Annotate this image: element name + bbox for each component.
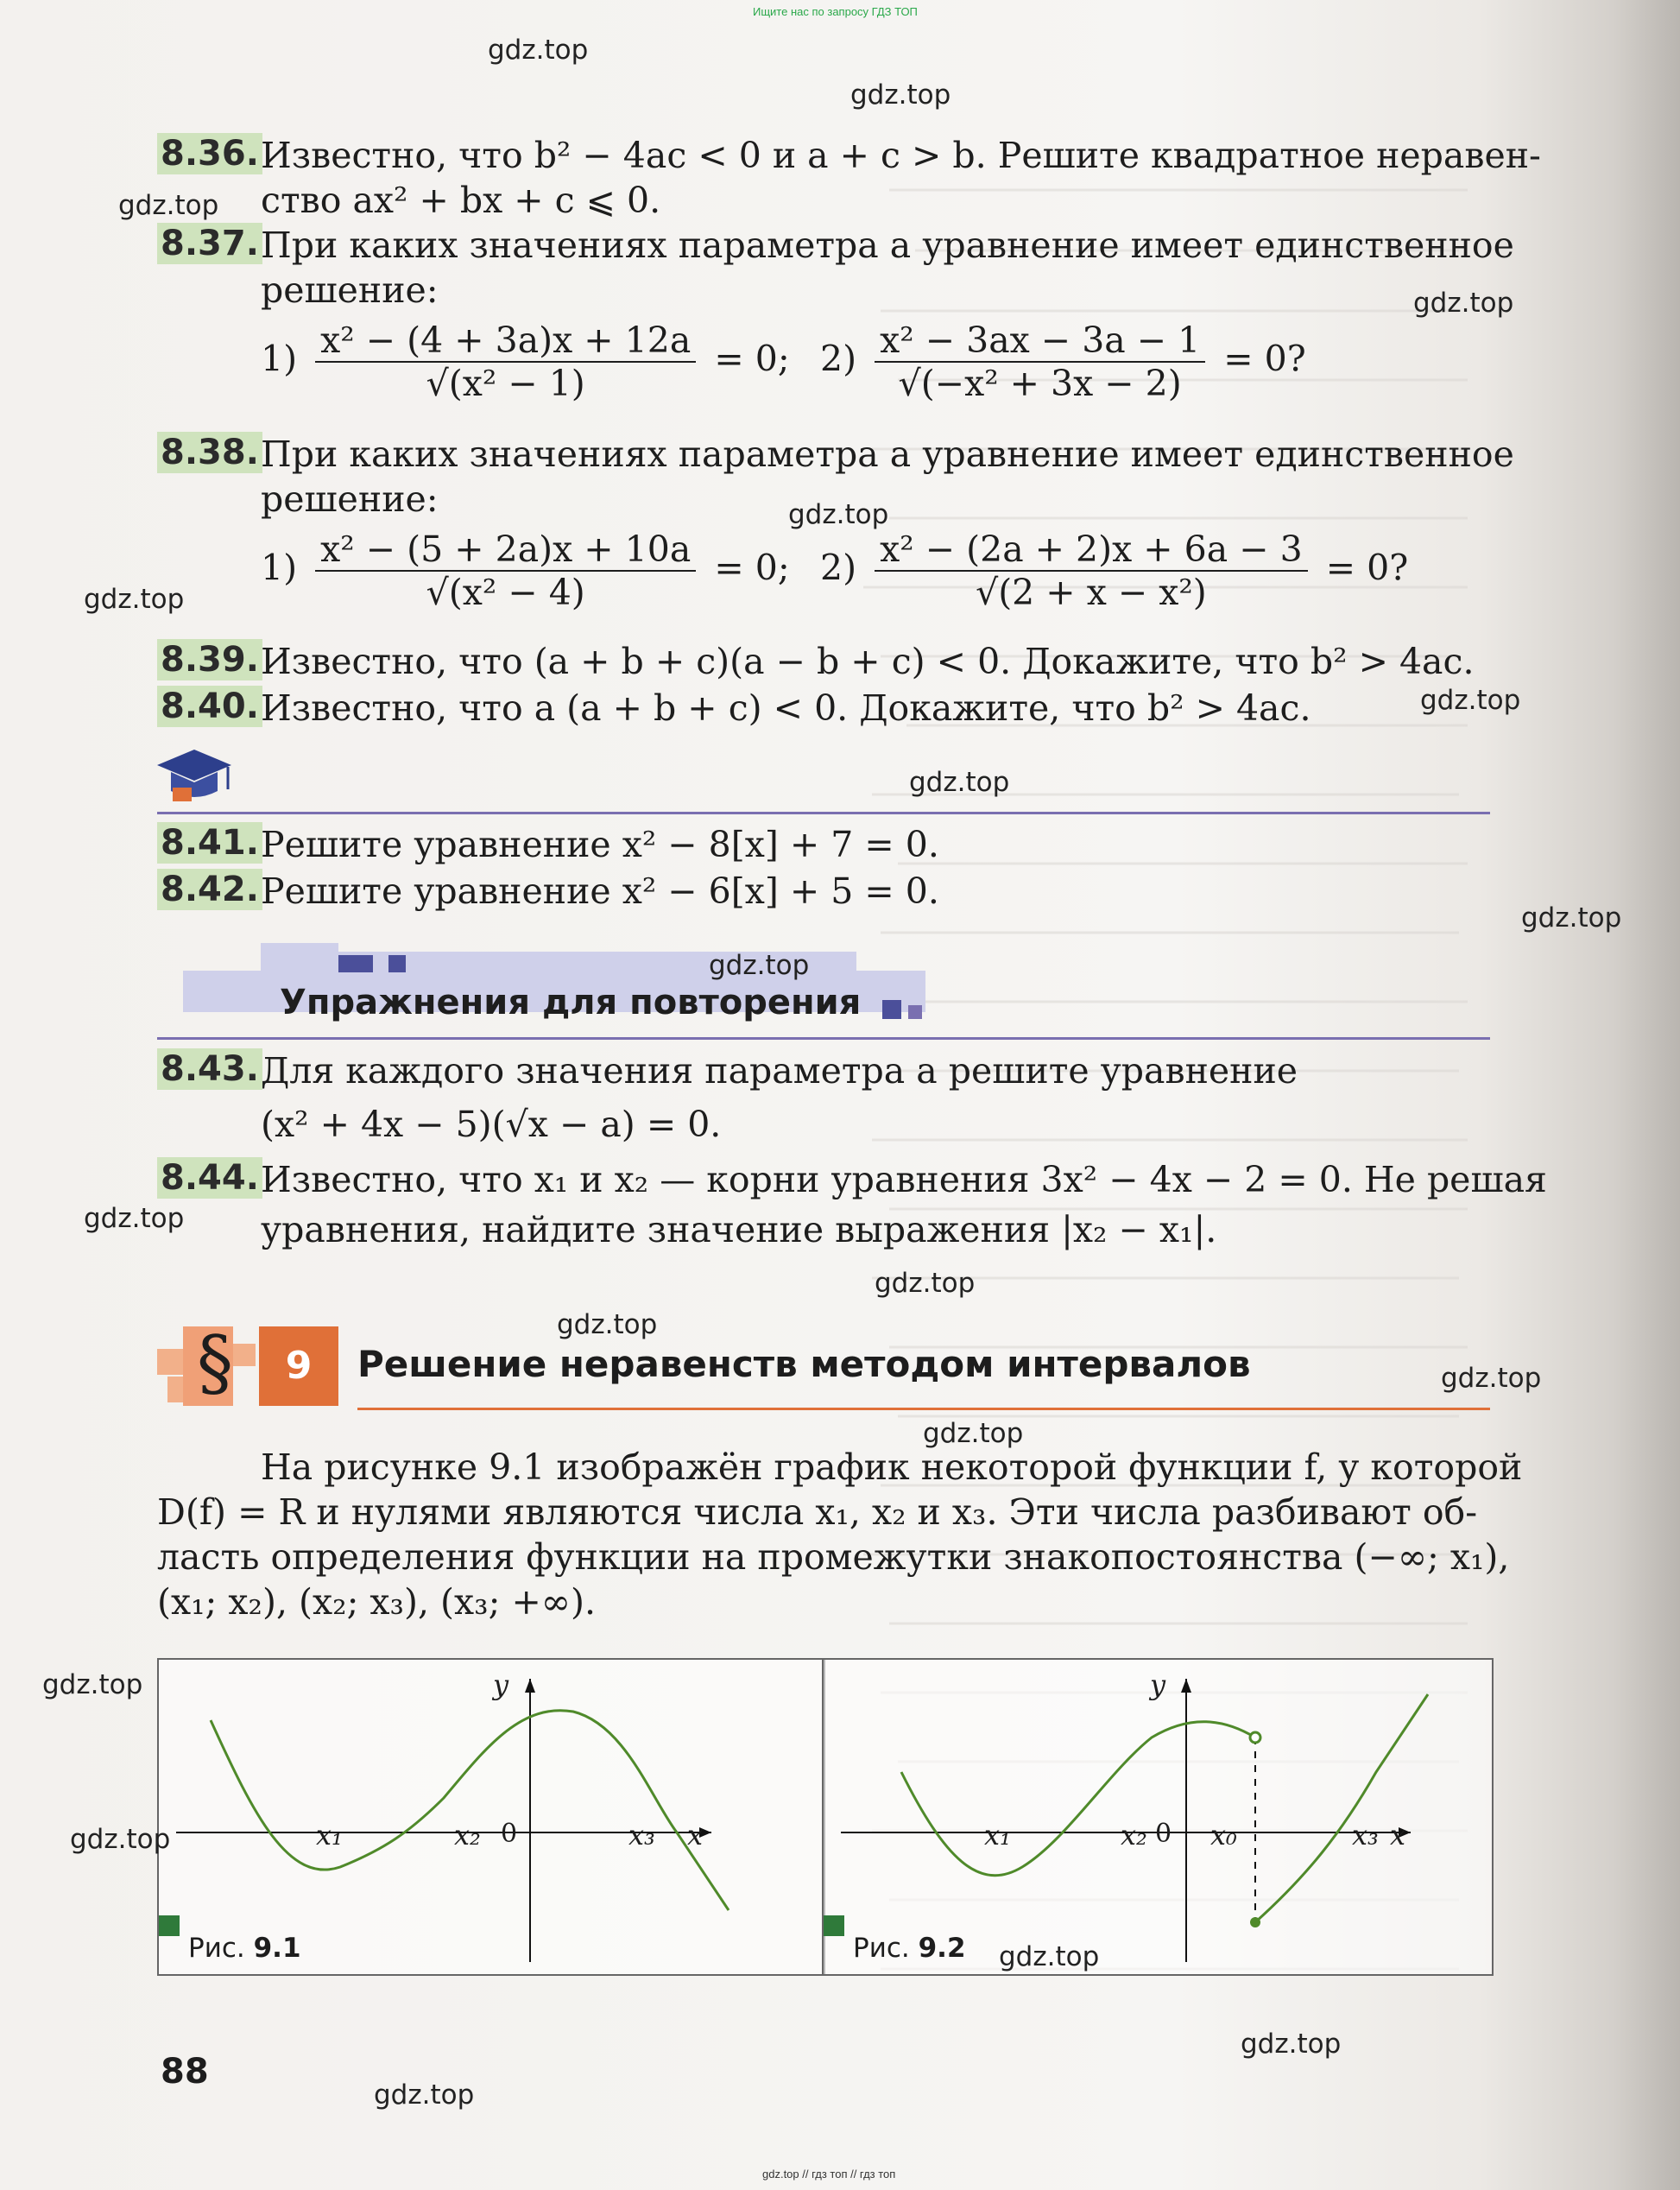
equation-rhs: = 0; [714, 547, 790, 589]
root-x1-label: x₁ [984, 1819, 1011, 1851]
problem-842-label: 8.42. [157, 869, 262, 910]
watermark: gdz.top [850, 79, 951, 111]
problem-843-line-1: Для каждого значения параметра a решите уравнение [261, 1050, 1298, 1092]
section-symbol: § [197, 1320, 233, 1405]
problem-838-line-2: решение: [261, 478, 439, 520]
fraction [315, 320, 696, 404]
watermark: gdz.top [875, 1268, 976, 1299]
watermark: gdz.top [999, 1941, 1100, 1972]
problem-836-label: 8.36. [157, 133, 262, 174]
root-x3-label: x₃ [1352, 1819, 1379, 1851]
equation-number: 1) [261, 338, 298, 380]
problem-843-line-2: (x² + 4x − 5)(√x − a) = 0. [261, 1104, 722, 1145]
watermark: gdz.top [84, 1203, 185, 1234]
denominator: √(2 + x − x²) [976, 572, 1207, 613]
problem-839-text: Известно, что (a + b + c)(a − b + c) < 0. Докажите, что b² > 4ac. [261, 641, 1475, 682]
watermark: gdz.top [1420, 685, 1521, 716]
problem-839-label: 8.39. [157, 639, 262, 680]
problem-837-equation-1 [261, 320, 790, 404]
figure-9-1-graph [159, 1660, 824, 1974]
problem-842-text: Решите уравнение x² − 6[x] + 5 = 0. [261, 870, 939, 912]
problem-837-line-2: решение: [261, 269, 439, 311]
caption-number: 9.1 [253, 1933, 301, 1964]
watermark: gdz.top [709, 950, 810, 981]
numerator: x² − (5 + 2a)x + 10a [315, 529, 696, 572]
problem-837-text [261, 223, 1514, 313]
figure-9-2 [822, 1658, 1494, 1976]
watermark: gdz.top [374, 2079, 475, 2111]
equation-number: 1) [261, 547, 298, 589]
caption-marker [824, 1915, 844, 1936]
paragraph-line-2: D(f) = R и нулями являются числа x₁, x₂ и x₃. Эти числа разбивают об- [157, 1491, 1478, 1533]
equation-rhs: = 0? [1325, 547, 1409, 589]
fraction [875, 320, 1205, 404]
problem-837-equation-2 [820, 320, 1306, 404]
section-divider [157, 812, 1490, 814]
denominator: √(x² − 1) [426, 363, 585, 404]
problem-840-text: Известно, что a (a + b + c) < 0. Докажите, что b² > 4ac. [261, 687, 1311, 729]
section-number: 9 [285, 1344, 313, 1388]
problem-838-equation-2 [820, 529, 1408, 613]
problem-843-text [261, 1048, 1298, 1147]
origin-label: 0 [501, 1819, 518, 1849]
review-heading: Упражнения для повторения [280, 983, 862, 1022]
watermark: gdz.top [557, 1309, 658, 1340]
fraction [875, 529, 1308, 613]
denominator: √(x² − 4) [426, 572, 585, 613]
watermark: gdz.top [70, 1824, 171, 1855]
numerator: x² − (4 + 3a)x + 12a [315, 320, 696, 363]
watermark: gdz.top [1413, 288, 1514, 319]
equation-number: 2) [820, 338, 857, 380]
root-x1-label: x₁ [316, 1819, 343, 1851]
footer-note: gdz.top // гдз топ // гдз топ [762, 2168, 896, 2181]
figure-9-2-graph [824, 1660, 1492, 1974]
problem-837-line-1: При каких значениях параметра a уравнение имеет единственное [261, 225, 1514, 266]
root-x2-label: x₂ [454, 1819, 481, 1851]
equation-rhs: = 0; [714, 338, 790, 380]
watermark: gdz.top [788, 499, 889, 530]
caption-number: 9.2 [918, 1933, 966, 1964]
watermark: gdz.top [1521, 902, 1622, 934]
x-axis-label: x [687, 1819, 704, 1851]
watermark: gdz.top [118, 190, 219, 221]
watermark: gdz.top [909, 767, 1010, 798]
figure-9-2-caption [853, 1933, 966, 1964]
review-divider [157, 1037, 1490, 1040]
y-axis-label: y [493, 1668, 509, 1701]
problem-844-line-2: уравнения, найдите значение выражения |x₂ − x₁|. [261, 1209, 1217, 1250]
caption-prefix: Рис. [853, 1933, 910, 1964]
equation-rhs: = 0? [1223, 338, 1306, 380]
watermark: gdz.top [84, 584, 185, 615]
origin-label: 0 [1155, 1819, 1172, 1849]
problem-836-line-1: Известно, что b² − 4ac < 0 и a + c > b. Решите квадратное неравен- [261, 135, 1541, 176]
paragraph-line-3: ласть определения функции на промежутки знакопостоянства (−∞; x₁), [157, 1536, 1510, 1578]
problem-844-label: 8.44. [157, 1157, 262, 1199]
problem-841-text: Решите уравнение x² − 8[x] + 7 = 0. [261, 824, 939, 865]
page-number: 88 [161, 2052, 209, 2092]
fraction [315, 529, 696, 613]
paragraph-line-4: (x₁; x₂), (x₂; x₃), (x₃; +∞). [157, 1581, 596, 1623]
root-x2-label: x₂ [1121, 1819, 1147, 1851]
problem-836-text [261, 133, 1541, 223]
y-axis-label: y [1150, 1668, 1166, 1701]
problem-843-label: 8.43. [157, 1048, 262, 1090]
root-x3-label: x₃ [628, 1819, 655, 1851]
watermark: gdz.top [42, 1669, 143, 1700]
watermark: gdz.top [488, 35, 589, 66]
problem-838-equation-1 [261, 529, 790, 613]
denominator: √(−x² + 3x − 2) [898, 363, 1182, 404]
header-note: Ищите нас по запросу ГДЗ ТОП [753, 5, 918, 18]
x-axis-label: x [1390, 1819, 1406, 1851]
figure-9-1-caption [188, 1933, 301, 1964]
problem-844-text [261, 1157, 1547, 1252]
problem-836-line-2: ство ax² + bx + c ⩽ 0. [261, 180, 661, 221]
problem-838-line-1: При каких значениях параметра a уравнение имеет единственное [261, 434, 1514, 475]
equation-number: 2) [820, 547, 857, 589]
watermark: gdz.top [1441, 1363, 1542, 1394]
problem-841-label: 8.41. [157, 822, 262, 864]
caption-prefix: Рис. [188, 1933, 245, 1964]
graduation-cap-icon [155, 746, 233, 807]
section-title-rule [357, 1408, 1490, 1410]
section-intro-paragraph [157, 1445, 1522, 1624]
figure-9-1 [157, 1658, 825, 1976]
numerator: x² − 3ax − 3a − 1 [875, 320, 1205, 363]
watermark: gdz.top [923, 1418, 1024, 1449]
paragraph-line-1: На рисунке 9.1 изображён график некоторой функции f, у которой [261, 1446, 1523, 1488]
numerator: x² − (2a + 2)x + 6a − 3 [875, 529, 1308, 572]
watermark: gdz.top [1241, 2029, 1342, 2060]
section-title: Решение неравенств методом интервалов [357, 1343, 1251, 1385]
caption-marker [159, 1915, 180, 1936]
problem-837-label: 8.37. [157, 223, 262, 264]
point-x0-label: x₀ [1210, 1819, 1237, 1851]
problem-844-line-1: Известно, что x₁ и x₂ — корни уравнения 3x² − 4x − 2 = 0. Не решая [261, 1159, 1547, 1200]
problem-838-label: 8.38. [157, 432, 262, 473]
problem-840-label: 8.40. [157, 686, 262, 727]
